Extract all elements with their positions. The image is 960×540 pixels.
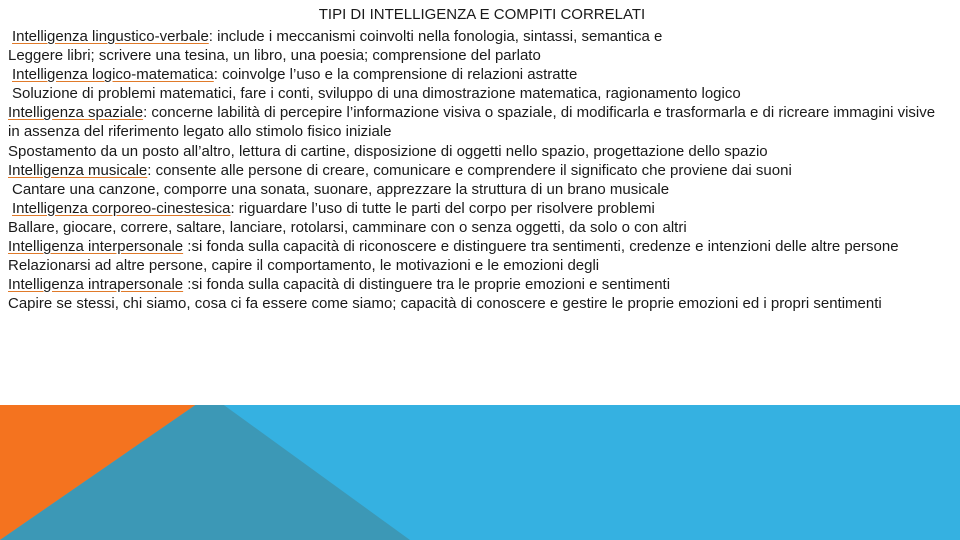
keyword-intrapersonal: Intelligenza intrapersonale: [8, 276, 184, 294]
example-interpersonal: Relazionarsi ad altre persone, capire il comportamento, le motivazioni e le emozioni degli: [8, 257, 600, 275]
example-logical: Soluzione di problemi matematici, fare i conti, sviluppo di una dimostrazione matematica, ragionamento logico: [12, 85, 741, 103]
text-musical: : consente alle persone di creare, comunicare e comprendere il significato che proviene dai suoni: [147, 161, 792, 179]
example-bodily: Ballare, giocare, correre, saltare, lanciare, rotolarsi, camminare con o senza oggetti, da solo o con altri: [8, 218, 687, 236]
item-interpersonal: [8, 237, 948, 256]
keyword-linguistic: Intelligenza lingustico-verbale: [12, 28, 209, 45]
keyword-spatial: Intelligenza spaziale: [8, 104, 144, 122]
item-musical: [8, 161, 948, 180]
item-intrapersonal: [8, 275, 948, 294]
keyword-interpersonal: Intelligenza interpersonale: [8, 238, 184, 256]
example-intrapersonal: Capire se stessi, chi siamo, cosa ci fa essere come siamo; capacità di conoscere e gestire le proprie emozioni ed i propri sentimenti: [8, 295, 882, 313]
example-spatial: Spostamento da un posto all’altro, lettura di cartine, disposizione di oggetti nello spazio, progettazione dello spazio: [8, 142, 768, 160]
slide-body: [8, 27, 948, 313]
keyword-logical: Intelligenza logico-matematica: [12, 66, 214, 84]
slide-title: TIPI DI INTELLIGENZA E COMPITI CORRELATI: [318, 6, 646, 23]
item-bodily: [8, 199, 948, 218]
item-spatial: [8, 103, 948, 141]
text-spatial: : concerne labilità di percepire l’informazione visiva o spaziale, di modificarla e trasformarla e di ricreare immagini visive in assenza del riferimento legato allo stimolo fisico iniziale: [8, 104, 936, 141]
example-linguistic: Leggere libri; scrivere una tesina, un libro, una poesia; comprensione del parlato: [8, 47, 541, 65]
keyword-musical: Intelligenza musicale: [8, 161, 148, 179]
item-linguistic: [8, 27, 948, 46]
text-logical: : coinvolge l’uso e la comprensione di relazioni astratte: [213, 66, 578, 84]
text-bodily: : riguardare l’uso di tutte le parti del corpo per risolvere problemi: [230, 199, 655, 217]
text-interpersonal: :si fonda sulla capacità di riconoscere e distinguere tra sentimenti, credenze e intenzioni delle altre persone: [183, 238, 899, 256]
text-linguistic: : include i meccanismi coinvolti nella fonologia, sintassi, semantica e: [208, 28, 663, 45]
keyword-bodily: Intelligenza corporeo-cinestesica: [12, 199, 231, 217]
text-intrapersonal: :si fonda sulla capacità di distinguere tra le proprie emozioni e sentimenti: [183, 276, 671, 294]
item-logical: [8, 65, 948, 84]
example-musical: Cantare una canzone, comporre una sonata, suonare, apprezzare la struttura di un brano musicale: [12, 180, 670, 198]
